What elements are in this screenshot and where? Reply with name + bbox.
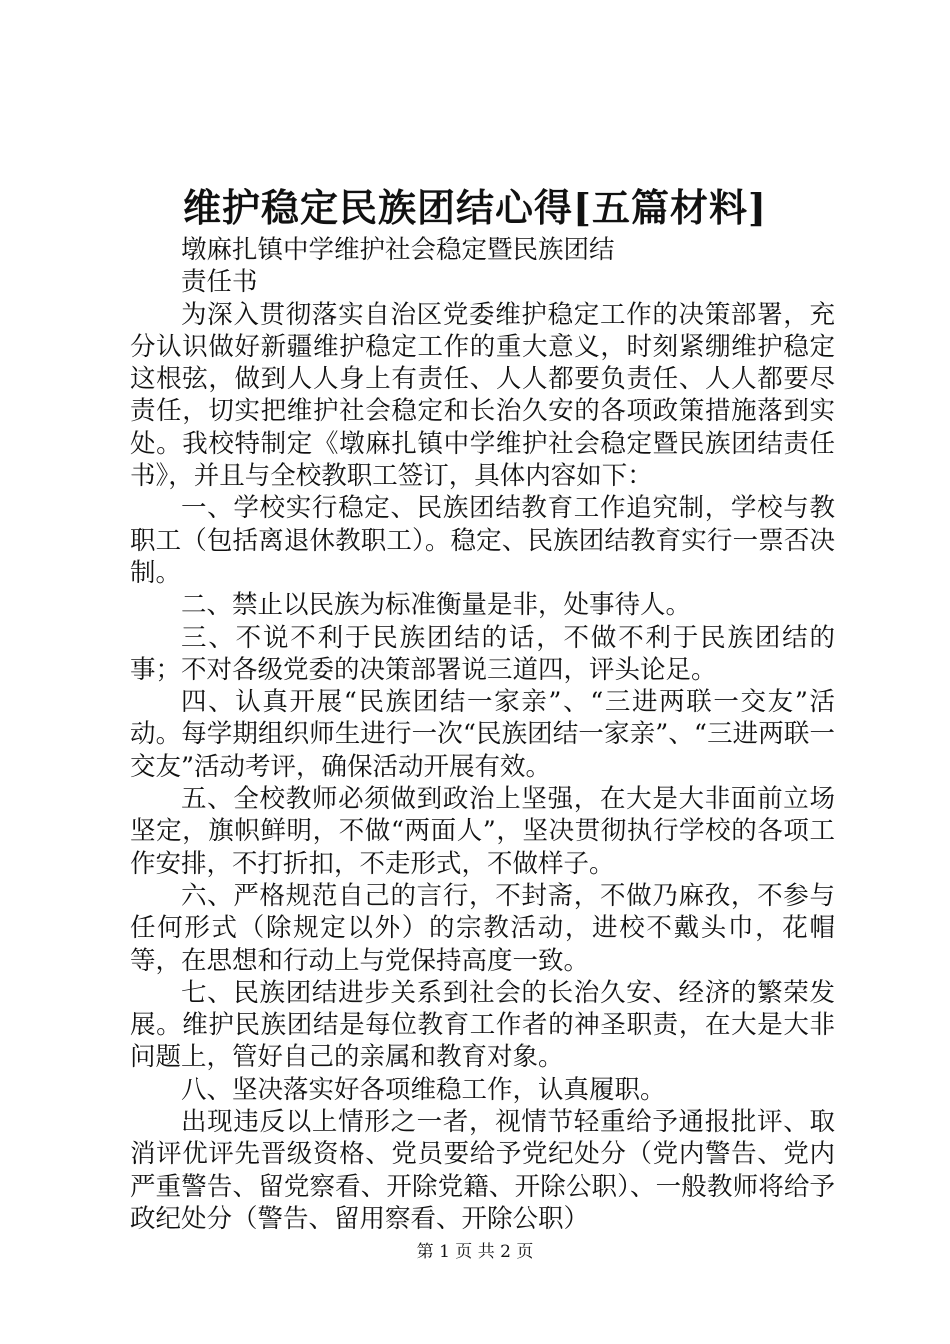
paragraph-penalty: 出现违反以上情形之一者，视情节轻重给予通报批评、取消评优评先晋级资格、党员要给予党纪处分（党内警告、党内严重警告、留党察看、开除党籍、开除公职）、一般教师将给予政纪处分（警告、留用察看、开除公职） (130, 1107, 835, 1234)
paragraph-item-5: 五、全校教师必须做到政治上坚强，在大是大非面前立场坚定，旗帜鲜明，不做“两面人”，坚决贯彻执行学校的各项工作安排，不打折扣，不走形式，不做样子。 (130, 784, 835, 879)
document-title: 维护稳定民族团结心得[五篇材料] (183, 185, 767, 230)
page-number: 第 1 页 共 2 页 (416, 1242, 534, 1262)
document-body (130, 234, 835, 1235)
paragraph-item-3: 三、不说不利于民族团结的话，不做不利于民族团结的事；不对各级党委的决策部署说三道四，评头论足。 (130, 622, 835, 685)
paragraph-item-8: 八、坚决落实好各项维稳工作，认真履职。 (181, 1074, 666, 1105)
paragraph-item-6: 六、严格规范自己的言行，不封斋，不做乃麻孜，不参与任何形式（除规定以外）的宗教活动，进校不戴头巾，花帽等，在思想和行动上与党保持高度一致。 (130, 880, 835, 976)
subheading-responsibility: 责任书 (181, 267, 258, 298)
paragraph-intro: 为深入贯彻落实自治区党委维护稳定工作的决策部署，充分认识做好新疆维护稳定工作的重大意义，时刻紧绷维护稳定这根弦，做到人人身上有责任、人人都要负责任、人人都要尽责任，切实把维护社会稳定和长治久安的各项政策措施落到实处。我校特制定《墩麻扎镇中学维护社会稳定暨民族团结责任书》，并且与全校教职工签订，具体内容如下： (130, 299, 835, 492)
subheading-school: 墩麻扎镇中学维护社会稳定暨民族团结 (181, 235, 615, 265)
paragraph-item-2: 二、禁止以民族为标准衡量是非，处事待人。 (181, 590, 692, 621)
paragraph-item-7: 七、民族团结进步关系到社会的长治久安、经济的繁荣发展。维护民族团结是每位教育工作者的神圣职责，在大是大非问题上，管好自己的亲属和教育对象。 (130, 977, 835, 1073)
paragraph-item-4: 四、认真开展“民族团结一家亲”、“三进两联一交友”活动。每学期组织师生进行一次“民族团结一家亲”、“三进两联一交友”活动考评，确保活动开展有效。 (130, 687, 835, 782)
paragraph-item-1: 一、学校实行稳定、民族团结教育工作追究制，学校与教职工（包括离退休教职工）。稳定、民族团结教育实行一票否决制。 (130, 493, 835, 588)
